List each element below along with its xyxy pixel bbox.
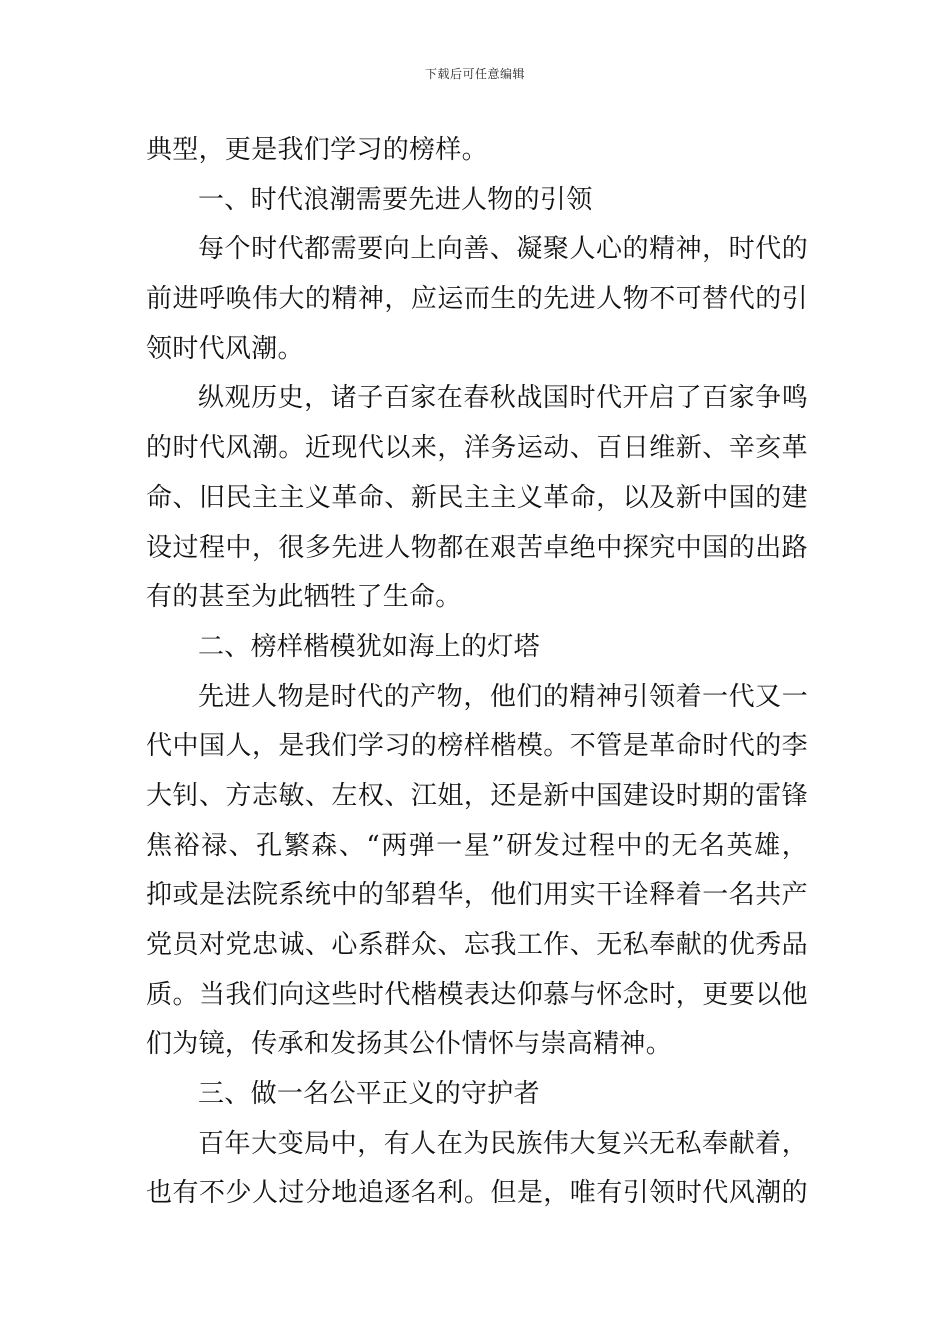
- text-line: 每个时代都需要向上向善、凝聚人心的精神，时代的: [198, 234, 808, 265]
- text-line: 党员对党忠诚、心系群众、忘我工作、无私奉献的优秀品: [146, 930, 808, 960]
- page-header: 下载后可任意编辑: [424, 67, 525, 81]
- text-line: 领时代风潮。: [146, 333, 304, 364]
- text-line: 有的甚至为此牺牲了生命。: [146, 582, 462, 613]
- text-line: 前进呼唤伟大的精神，应运而生的先进人物不可替代的引: [146, 284, 808, 315]
- text-line: 大钊、方志敏、左权、江姐，还是新中国建设时期的雷锋: [146, 780, 808, 811]
- text-line: 焦裕禄、孔繁森、“两弹一星”研发过程中的无名英雄，: [146, 830, 808, 861]
- section-heading-2: 二、榜样楷模犹如海上的灯塔: [198, 631, 540, 662]
- text-line: 纵观历史，诸子百家在春秋战国时代开启了百家争鸣: [198, 383, 808, 414]
- text-line: 设过程中，很多先进人物都在艰苦卓绝中探究中国的出路: [146, 532, 808, 563]
- text-line: 抑或是法院系统中的邹碧华，他们用实干诠释着一名共产: [146, 880, 808, 911]
- section-heading-1: 一、时代浪潮需要先进人物的引领: [198, 184, 593, 215]
- document-body: [146, 126, 808, 1219]
- text-line: 的时代风潮。近现代以来，洋务运动、百日维新、辛亥革: [146, 433, 808, 464]
- text-line: 百年大变局中，有人在为民族伟大复兴无私奉献着，: [198, 1128, 808, 1159]
- text-line: 命、旧民主主义革命、新民主主义革命，以及新中国的建: [146, 482, 808, 513]
- text-line: 也有不少人过分地追逐名利。但是，唯有引领时代风潮的: [146, 1178, 808, 1209]
- text-line: 先进人物是时代的产物，他们的精神引领着一代又一: [198, 681, 808, 712]
- text-line: 典型，更是我们学习的榜样。: [146, 135, 488, 165]
- text-line: 质。当我们向这些时代楷模表达仰慕与怀念时，更要以他: [146, 979, 808, 1010]
- text-line: 代中国人，是我们学习的榜样楷模。不管是革命时代的李: [146, 731, 808, 762]
- section-heading-3: 三、做一名公平正义的守护者: [198, 1079, 540, 1110]
- text-line: 们为镜，传承和发扬其公仆情怀与崇高精神。: [146, 1029, 673, 1060]
